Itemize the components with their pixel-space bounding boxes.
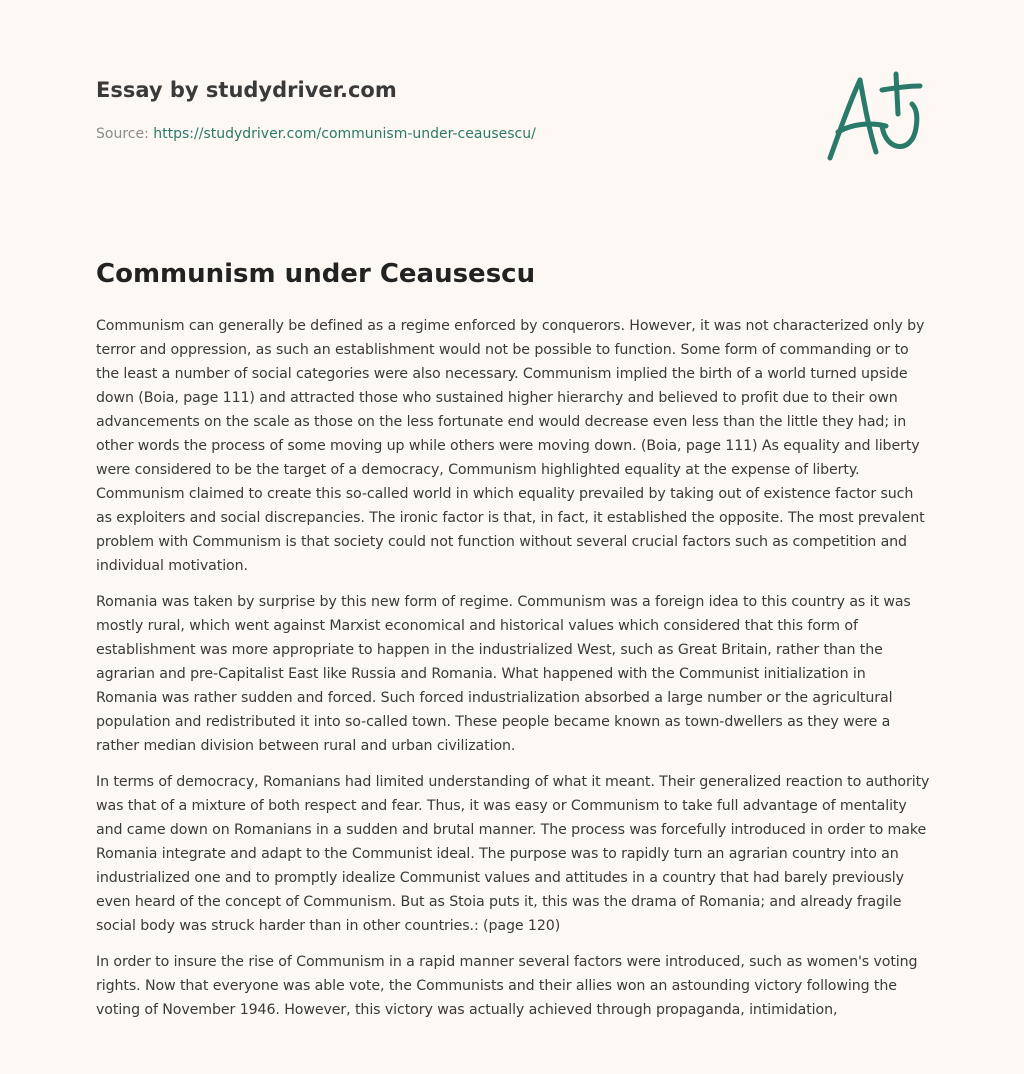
document-header [96, 76, 816, 144]
essay-title: Communism under Ceausescu [96, 259, 536, 289]
site-title: Essay by studydriver.com [96, 78, 397, 102]
essay-paragraph: Communism can generally be defined as a regime enforced by conquerors. However, it was not characterized only by terror and oppression, as such an establishment would not be possible to function. Some form of commanding or to the least a number of social categories were also necessary. Communism implied the birth of a world turned upside down (Boia, page 111) and attracted those who sustained higher hierarchy and believed to profit due to their own advancements on the scale as those on the less fortunate end would decrease even less than the little they had; in other words the process of some moving up while others were moving down. (Boia, page 111) As equality and liberty were considered to be the target of a democracy, Communism highlighted equality at the expense of liberty. Communism claimed to create this so-called world in which equality prevailed by taking out of existence factor such as exploiters and social discrepancies. The ironic factor is that, in fact, it established the opposite. The most prevalent problem with Communism is that society could not function without several crucial factors such as competition and individual motivation. [96, 318, 925, 574]
source-line [96, 124, 816, 144]
essay-body [96, 314, 930, 1034]
source-label: Source: [96, 126, 149, 142]
a-plus-logo-icon [820, 66, 930, 166]
essay-paragraph: Romania was taken by surprise by this new form of regime. Communism was a foreign idea to this country as it was mostly rural, which went against Marxist economical and historical values which considered that this form of establishment was more appropriate to happen in the industrialized West, such as Great Britain, rather than the agrarian and pre-Capitalist East like Russia and Romania. What happened with the Communist initialization in Romania was rather sudden and forced. Such forced industrialization absorbed a large number or the agricultural population and redistributed it into so-called town. These people became known as town-dwellers as they were a rather median division between rural and urban civilization. [96, 594, 911, 754]
source-link[interactable]: https://studydriver.com/communism-under-ceausescu/ [153, 126, 536, 142]
essay-paragraph: In terms of democracy, Romanians had limited understanding of what it meant. Their generalized reaction to authority was that of a mixture of both respect and fear. Thus, it was easy or Communism to take full advantage of mentality and came down on Romanians in a sudden and brutal manner. The process was forcefully introduced in order to make Romania integrate and adapt to the Communist ideal. The purpose was to rapidly turn an agrarian country into an industrialized one and to promptly idealize Communist values and attitudes in a country that had barely previously even heard of the concept of Communism. But as Stoia puts it, this was the drama of Romania; and already fragile social body was struck harder than in other countries.: (page 120) [96, 774, 930, 934]
essay-paragraph: In order to insure the rise of Communism in a rapid manner several factors were introduced, such as women's voting rights. Now that everyone was able vote, the Communists and their allies won an astounding victory following the voting of November 1946. However, this victory was actually achieved through propaganda, intimidation, [96, 954, 918, 1018]
